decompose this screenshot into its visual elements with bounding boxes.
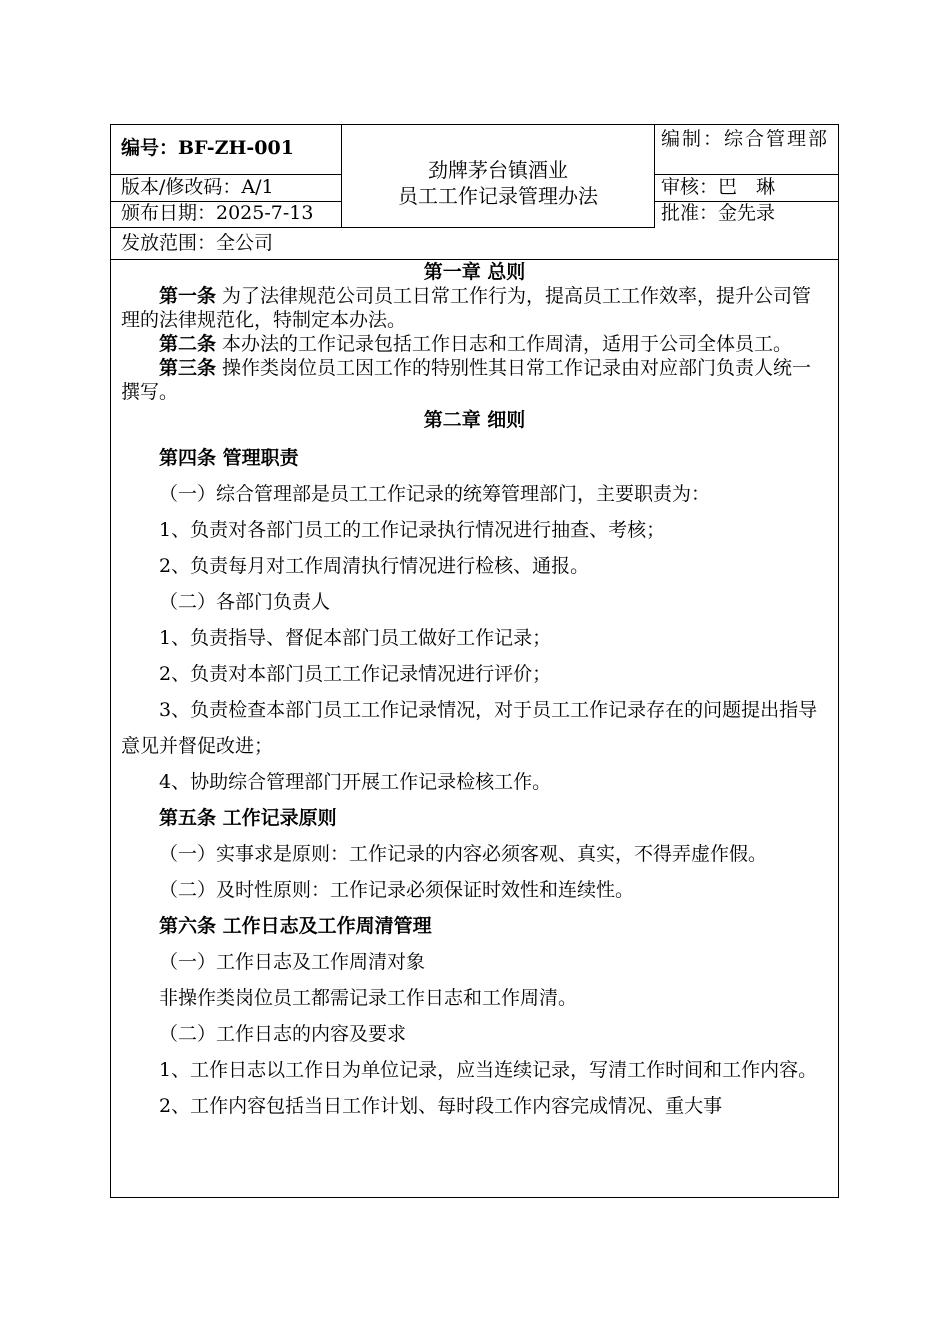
- chapter-2-lines: [121, 440, 828, 1124]
- article-heading: 第五条 工作记录原则: [159, 807, 337, 829]
- doc-version: 版本/修改码：A/1: [111, 175, 342, 202]
- doc-code: 编号：BF-ZH-001: [111, 125, 342, 175]
- doc-title: 员工工作记录管理办法: [398, 184, 598, 208]
- paragraph: 1、负责对各部门员工的工作记录执行情况进行抽查、考核；: [159, 519, 666, 541]
- article-heading: 第六条 工作日志及工作周清管理: [159, 915, 432, 937]
- paragraph: （一）工作日志及工作周清对象: [159, 951, 426, 973]
- company-name: 劲牌茅台镇酒业: [428, 158, 568, 182]
- chapter-1-title: 第一章 总则: [423, 261, 526, 283]
- paragraph: 非操作类岗位员工都需记录工作日志和工作周清。: [159, 987, 578, 1009]
- document-body: [111, 260, 838, 1124]
- reviewed-by: 审核：巴 琳: [655, 175, 838, 202]
- paragraph: （一）实事求是原则：工作记录的内容必须客观、真实，不得弄虚作假。: [159, 843, 768, 865]
- chapter-2-title: 第二章 细则: [423, 409, 526, 431]
- paragraph: 3、负责检查本部门员工工作记录情况，对于员工工作记录存在的问题提出指导意见并督促改进；: [121, 699, 818, 757]
- article-1: 第一条 为了法律规范公司员工日常工作行为，提高员工工作效率，提升公司管理的法律规范化，特制定本办法。: [121, 285, 812, 331]
- paragraph: （二）工作日志的内容及要求: [159, 1023, 407, 1045]
- article-3: 第三条 操作类岗位员工因工作的特别性其日常工作记录由对应部门负责人统一撰写。: [121, 357, 812, 403]
- paragraph: （一）综合管理部是员工工作记录的统筹管理部门，主要职责为：: [159, 483, 711, 505]
- paragraph: 2、工作内容包括当日工作计划、每时段工作内容完成情况、重大事: [159, 1095, 723, 1117]
- article-2: 第二条 本办法的工作记录包括工作日志和工作周清，适用于公司全体员工。: [159, 333, 793, 355]
- paragraph: （二）及时性原则：工作记录必须保证时效性和连续性。: [159, 879, 635, 901]
- article-heading: 第四条 管理职责: [159, 447, 299, 469]
- distribution-scope: 发放范围：全公司: [111, 228, 838, 260]
- paragraph: 1、工作日志以工作日为单位记录，应当连续记录，写清工作时间和工作内容。: [159, 1059, 818, 1081]
- chapter-1-articles: [121, 284, 828, 404]
- document-frame: [110, 124, 839, 1198]
- paragraph: 2、负责对本部门员工工作记录情况进行评价；: [159, 663, 552, 685]
- publish-date: 颁布日期：2025-7-13: [111, 202, 342, 228]
- paragraph: （二）各部门负责人: [159, 591, 331, 613]
- approved-by: 批准：金先录: [661, 202, 776, 224]
- title-cell: [342, 125, 655, 228]
- paragraph: 2、负责每月对工作周清执行情况进行检核、通报。: [159, 555, 590, 577]
- paragraph: 1、负责指导、督促本部门员工做好工作记录；: [159, 627, 552, 649]
- paragraph: 4、协助综合管理部门开展工作记录检核工作。: [159, 771, 552, 793]
- compiled-by: 编制：综合管理部: [655, 125, 838, 175]
